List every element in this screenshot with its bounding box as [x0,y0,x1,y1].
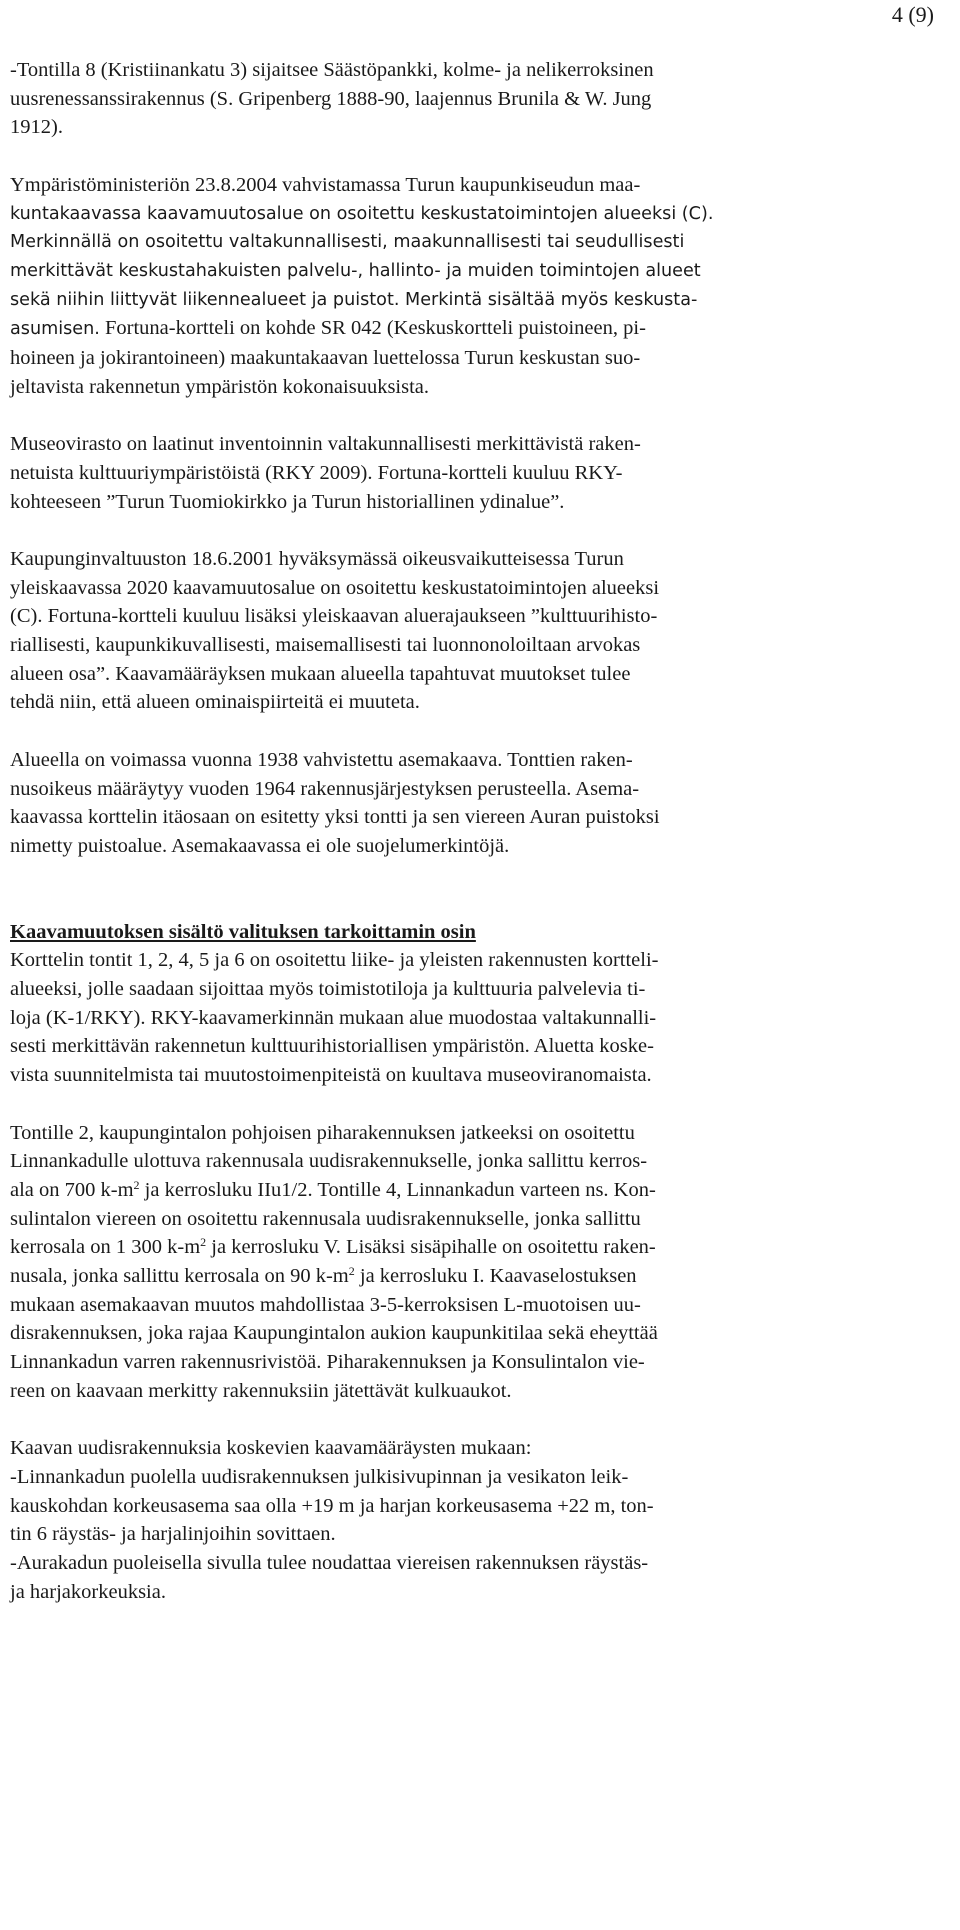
text-line: Ympäristöministeriön 23.8.2004 vahvistamassa Turun kaupunkiseudun maa- [10,173,641,196]
text-line [10,1262,776,1291]
text-line: nusoikeus määräytyy vuoden 1964 rakennusjärjestyksen perusteella. Asema- [10,777,640,800]
page-number: 4 (9) [891,2,934,27]
text-line: sesti merkittävän rakennetun kulttuurihistoriallisen ympäristön. Aluetta koske- [10,1035,654,1058]
text-fragment: Fortuna-kortteli on kohde SR 042 (Keskuskortteli puistoineen, pi- [99,317,646,340]
text-line: jeltavista rakennetun ympäristön kokonaisuuksista. [10,375,430,398]
text-line: Museovirasto on laatinut inventoinnin valtakunnallisesti merkittävistä raken- [10,433,641,456]
paragraph-master-plan [10,545,776,717]
paragraph-building-regulations [10,1434,776,1606]
text-line: yleiskaavassa 2020 kaavamuutosalue on osoitettu keskustatoimintojen alueeksi [10,576,660,599]
text-line: hoineen ja jokirantoineen) maakuntakaavan luettelossa Turun keskustan suo- [10,347,641,370]
text-line: kohteeseen ”Turun Tuomiokirkko ja Turun historiallinen ydinalue”. [10,490,565,513]
text-line [10,1233,776,1262]
text-line: Kaavan uudisrakennuksia koskevien kaavamääräysten mukaan: [10,1437,532,1460]
paragraph-regional-plan [10,171,776,402]
text-line: vista suunnitelmista tai muutostoimenpiteistä on kuultava museoviranomaista. [10,1064,652,1087]
text-line: 1912). [10,116,63,139]
text-line: tehdä niin, että alueen ominaispiirteitä ei muuteta. [10,691,420,714]
text-line: Tontille 2, kaupungintalon pohjoisen piharakennuksen jatkeeksi on osoitettu [10,1121,635,1144]
text-line: -Aurakadun puoleisella sivulla tulee noudattaa viereisen rakennuksen räystäs- [10,1552,649,1575]
superscript: 2 [133,1177,140,1192]
text-line: nimetty puistoalue. Asemakaavassa ei ole suojelumerkintöjä. [10,834,510,857]
text-line: Linnankadun varren rakennusrivistöä. Piharakennuksen ja Konsulintalon vie- [10,1351,645,1374]
text-line: Linnankadulle ulottuva rakennusala uudisrakennukselle, jonka sallittu kerros- [10,1150,648,1173]
text-fragment: ja kerrosluku IIu1/2. Tontille 4, Linnankadun varteen ns. Kon- [139,1178,656,1201]
text-line [10,1176,776,1205]
text-line: sulintalon viereen on osoitettu rakennusala uudisrakennukselle, jonka sallittu [10,1207,641,1230]
text-line: alueeksi, jolle saadaan sijoittaa myös toimistotiloja ja kulttuuria palvelevia ti- [10,978,646,1001]
text-line: mukaan asemakaavan muutos mahdollistaa 3-5-kerroksisen L-muotoisen uu- [10,1293,641,1316]
text-line: ja harjakorkeuksia. [10,1580,166,1603]
text-line: reen on kaavaan merkitty rakennuksiin jätettävät kulkuaukot. [10,1379,512,1402]
document-body [10,56,776,1606]
text-line: kauskohdan korkeusasema saa olla +19 m ja harjan korkeusasema +22 m, ton- [10,1494,654,1517]
text-line: loja (K-1/RKY). RKY-kaavamerkinnän mukaan alue muodostaa valtakunnalli- [10,1006,657,1029]
superscript: 2 [200,1235,207,1250]
paragraph-rky-inventory [10,430,776,516]
text-line: netuista kulttuuriympäristöistä (RKY 2009). Fortuna-kortteli kuuluu RKY- [10,461,623,484]
superscript: 2 [348,1264,355,1279]
text-line: Korttelin tontit 1, 2, 4, 5 ja 6 on osoitettu liike- ja yleisten rakennusten kortteli- [10,949,659,972]
text-fragment: asumisen. [10,319,100,340]
text-line: merkittävät keskustahakuisten palvelu-, hallinto- ja muiden toimintojen alueet [10,260,701,281]
section-heading: Kaavamuutoksen sisältö valituksen tarkoittamin osin [10,920,476,943]
text-line: alueen osa”. Kaavamääräyksen mukaan alueella tapahtuvat muutokset tulee [10,662,631,685]
text-line: sekä niihin liittyvät liikennealueet ja puistot. Merkintä sisältää myös keskusta- [10,289,698,310]
text-fragment: ja kerrosluku I. Kaavaselostuksen [354,1265,637,1288]
text-line: Alueella on voimassa vuonna 1938 vahvistettu asemakaava. Tonttien raken- [10,748,633,771]
paragraph-detailed-plan [10,746,776,861]
text-fragment: kerrosala on 1 300 k-m [10,1236,201,1259]
text-line: -Tontilla 8 (Kristiinankatu 3) sijaitsee Säästöpankki, kolme- ja nelikerroksinen [10,59,654,81]
text-line: riallisesti, kaupunkikuvallisesti, maisemallisesti tai luonnonoloiltaan arvokas [10,634,641,657]
text-line: tin 6 räystäs- ja harjalinjoihin sovittaen. [10,1523,336,1546]
paragraph-savings-bank [10,56,776,142]
text-fragment: nusala, jonka sallittu kerrosala on 90 k-m [10,1265,349,1288]
section-plan-content [10,918,776,1090]
text-line: disrakennuksen, joka rajaa Kaupungintalon aukion kaupunkitilaa sekä eheyttää [10,1322,658,1345]
text-line: kaavassa korttelin itäosaan on esitetty yksi tontti ja sen viereen Auran puistoksi [10,806,660,829]
text-line: Merkinnällä on osoitettu valtakunnallisesti, maakunnallisesti tai seudullisesti [10,232,685,253]
text-line: Kaupunginvaltuuston 18.6.2001 hyväksymässä oikeusvaikutteisessa Turun [10,547,624,570]
text-line: uusrenessanssirakennus (S. Gripenberg 1888-90, laajennus Brunila & W. Jung [10,87,652,110]
text-line: (C). Fortuna-kortteli kuuluu lisäksi yleiskaavan aluerajaukseen ”kulttuurihisto- [10,605,658,628]
text-fragment: ala on 700 k-m [10,1178,134,1201]
text-line [10,314,776,344]
text-line: -Linnankadun puolella uudisrakennuksen julkisivupinnan ja vesikaton leik- [10,1465,629,1488]
text-fragment: ja kerrosluku V. Lisäksi sisäpihalle on osoitettu raken- [206,1236,656,1259]
text-line: kuntakaavassa kaavamuutosalue on osoitettu keskustatoimintojen alueeksi (C). [10,203,714,224]
paragraph-plot-details [10,1119,776,1406]
